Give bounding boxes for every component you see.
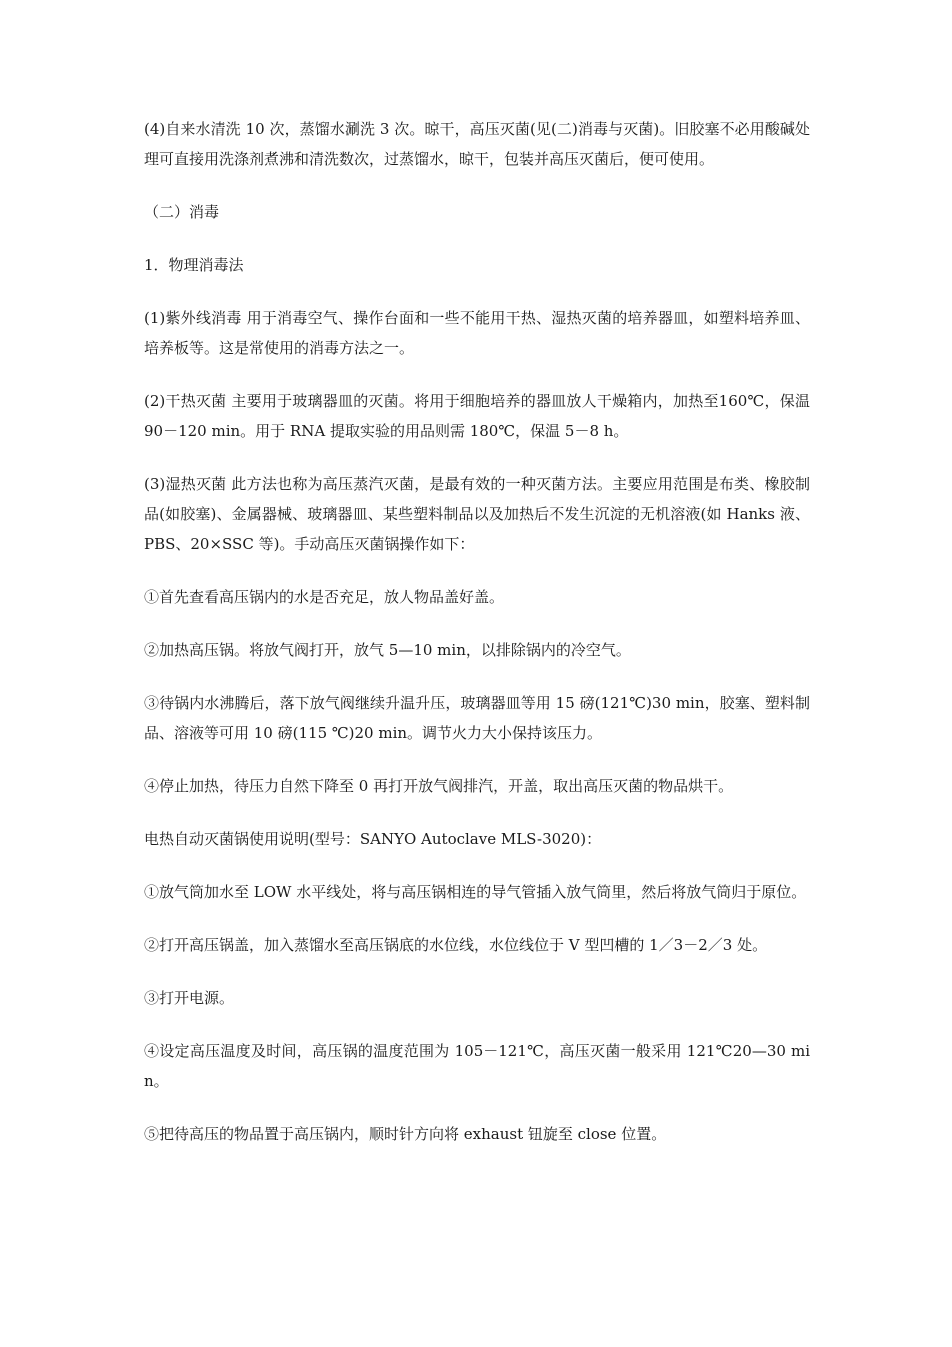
manual-step-4: ④停止加热，待压力自然下降至 0 再打开放气阀排汽，开盖，取出高压灭菌的物品烘干。 bbox=[144, 777, 734, 795]
paragraph-uv-disinfection: (1)紫外线消毒 用于消毒空气、操作台面和一些不能用干热、湿热灭菌的培养器皿，如塑料培养皿、培养板等。这是常使用的消毒方法之一。 bbox=[144, 309, 810, 357]
autoclave-step-3: ③打开电源。 bbox=[144, 989, 235, 1007]
paragraph-rubber-stopper-cleaning: (4)自来水清洗 10 次，蒸馏水涮洗 3 次。晾干，高压灭菌(见(二)消毒与灭菌)。旧胶塞不必用酸碱处理可直接用洗涤剂煮沸和清洗数次，过蒸馏水，晾干，包装并高压灭菌后，便可使用。 bbox=[144, 120, 810, 168]
document-page bbox=[144, 114, 815, 1172]
manual-step-1: ①首先查看高压锅内的水是否充足，放人物品盖好盖。 bbox=[144, 588, 505, 606]
autoclave-step-4: ④设定高压温度及时间，高压锅的温度范围为 105－121℃，高压灭菌一般采用 121℃20—30 min。 bbox=[144, 1042, 810, 1090]
paragraph-dry-heat-sterilization: (2)干热灭菌 主要用于玻璃器皿的灭菌。将用于细胞培养的器皿放人干燥箱内，加热至160℃，保温 90－120 min。用于 RNA 提取实验的用品则需 180℃，保温 5－8 h。 bbox=[144, 392, 815, 440]
paragraph-moist-heat-sterilization: (3)湿热灭菌 此方法也称为高压蒸汽灭菌，是最有效的一种灭菌方法。主要应用范围是布类、橡胶制品(如胶塞)、金属器械、玻璃器皿、某些塑料制品以及加热后不发生沉淀的无机溶液(如 Hanks 液、PBS、20×SSC 等)。手动高压灭菌锅操作如下： bbox=[144, 475, 810, 553]
autoclave-instructions-heading: 电热自动灭菌锅使用说明(型号：SANYO Autoclave MLS-3020)： bbox=[144, 830, 602, 848]
section-heading-disinfection: （二）消毒 bbox=[144, 203, 220, 221]
manual-step-3: ③待锅内水沸腾后，落下放气阀继续升温升压，玻璃器皿等用 15 磅(121℃)30 min，胶塞、塑料制品、溶液等可用 10 磅(115 ℃)20 min。调节火力大小保持该压力。 bbox=[144, 694, 810, 742]
manual-step-2: ②加热高压锅。将放气阀打开，放气 5—10 min，以排除锅内的冷空气。 bbox=[144, 641, 631, 659]
subsection-heading-physical-disinfection: 1．物理消毒法 bbox=[144, 256, 244, 274]
autoclave-step-1: ①放气筒加水至 LOW 水平线处，将与高压锅相连的导气管插入放气筒里，然后将放气筒归于原位。 bbox=[144, 883, 807, 901]
autoclave-step-5: ⑤把待高压的物品置于高压锅内，顺时针方向将 exhaust 钮旋至 close 位置。 bbox=[144, 1125, 667, 1143]
autoclave-step-2: ②打开高压锅盖，加入蒸馏水至高压锅底的水位线，水位线位于 V 型凹槽的 1／3－2／3 处。 bbox=[144, 936, 768, 954]
